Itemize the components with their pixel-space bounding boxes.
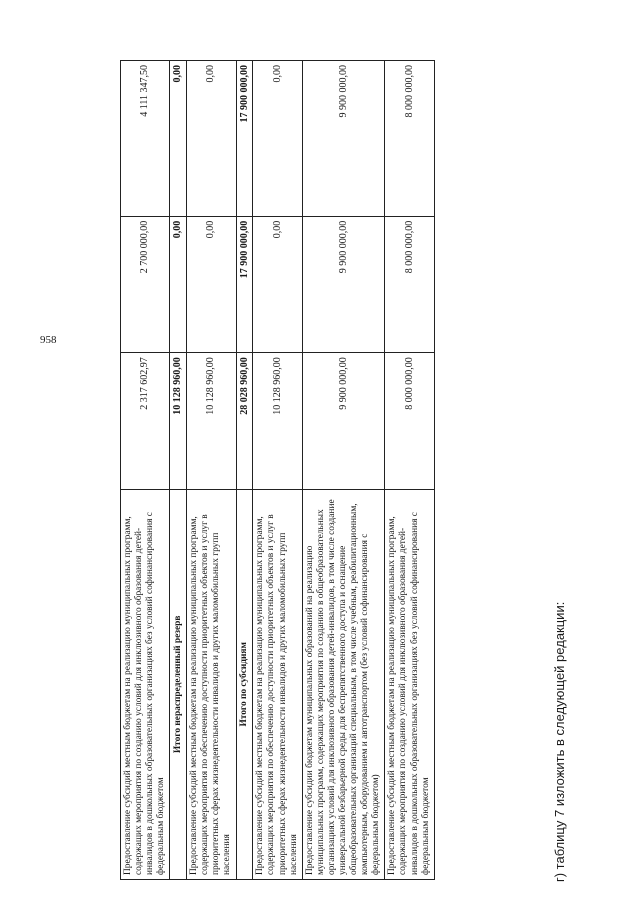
table-total-row [170, 61, 187, 880]
row-description: Итого нераспределенный резерв [170, 489, 187, 879]
row-description: Итого по субсидиям [236, 489, 253, 879]
table-row [302, 61, 385, 880]
row-value-2: 2 700 000,00 [121, 216, 170, 352]
table-row [121, 61, 170, 880]
row-description: Предоставление субсидий местным бюджетам на реализацию муниципальных программ, содержащих мероприятия по созданию условий для инклюзивного образования детей-инвалидов в дошкольных образовательных организациях без условий софинансирования с федеральным бюджетом [385, 489, 434, 879]
table-body [121, 61, 435, 880]
row-value-3: 4 111 347,50 [121, 61, 170, 217]
row-value-1: 28 028 960,00 [236, 353, 253, 489]
table-row [187, 61, 236, 880]
row-value-1: 9 900 000,00 [302, 353, 385, 489]
row-value-2: 17 900 000,00 [236, 216, 253, 352]
table-row [385, 61, 434, 880]
row-value-2: 0,00 [170, 216, 187, 352]
row-value-2: 9 900 000,00 [302, 216, 385, 352]
page-number: 958 [40, 334, 57, 346]
row-description: Предоставление субсидии бюджетам муниципальных образований на реализацию муниципальных программ, содержащих мероприятия по созданию в общеобразовательных организациях условий для инклюзивного образования детей-инвалидов, в том числе создание универсальной безбарьерной среды для беспрепятственного доступа и оснащение общеобразовательных организаций специальным, в том числе учебным, реабилитационным, компьютерным, оборудованием и автотранспортом (без условий софинансирования с федеральным бюджетом) [302, 489, 385, 879]
row-value-2: 8 000 000,00 [385, 216, 434, 352]
row-value-3: 8 000 000,00 [385, 61, 434, 217]
row-value-1: 10 128 960,00 [253, 353, 302, 489]
row-value-3: 0,00 [170, 61, 187, 217]
amendment-note: г) таблицу 7 изложить в следующей редакции: [552, 601, 567, 882]
row-description: Предоставление субсидий местным бюджетам на реализацию муниципальных программ, содержащих мероприятия по обеспечению доступности приоритетных объектов и услуг в приоритетных сферах жизнедеятельности инвалидов и других маломобильных групп населения [187, 489, 236, 879]
table-total-row [236, 61, 253, 880]
row-value-2: 0,00 [253, 216, 302, 352]
row-value-2: 0,00 [187, 216, 236, 352]
row-value-1: 2 317 602,97 [121, 353, 170, 489]
row-value-3: 9 900 000,00 [302, 61, 385, 217]
row-description: Предоставление субсидий местным бюджетам на реализацию муниципальных программ, содержащих мероприятия по созданию условий для инклюзивного образования детей-инвалидов в дошкольных образовательных организациях без условий софинансирования с федеральным бюджетом [121, 489, 170, 879]
row-value-3: 17 900 000,00 [236, 61, 253, 217]
row-value-1: 10 128 960,00 [170, 353, 187, 489]
row-value-1: 10 128 960,00 [187, 353, 236, 489]
table-row [253, 61, 302, 880]
row-value-3: 0,00 [253, 61, 302, 217]
row-description: Предоставление субсидий местным бюджетам на реализацию муниципальных программ, содержащих мероприятия по обеспечению доступности приоритетных объектов и услуг в приоритетных сферах жизнедеятельности инвалидов и других маломобильных групп населения [253, 489, 302, 879]
rotated-page [40, 22, 600, 882]
row-value-3: 0,00 [187, 61, 236, 217]
budget-table [120, 60, 435, 880]
row-value-1: 8 000 000,00 [385, 353, 434, 489]
